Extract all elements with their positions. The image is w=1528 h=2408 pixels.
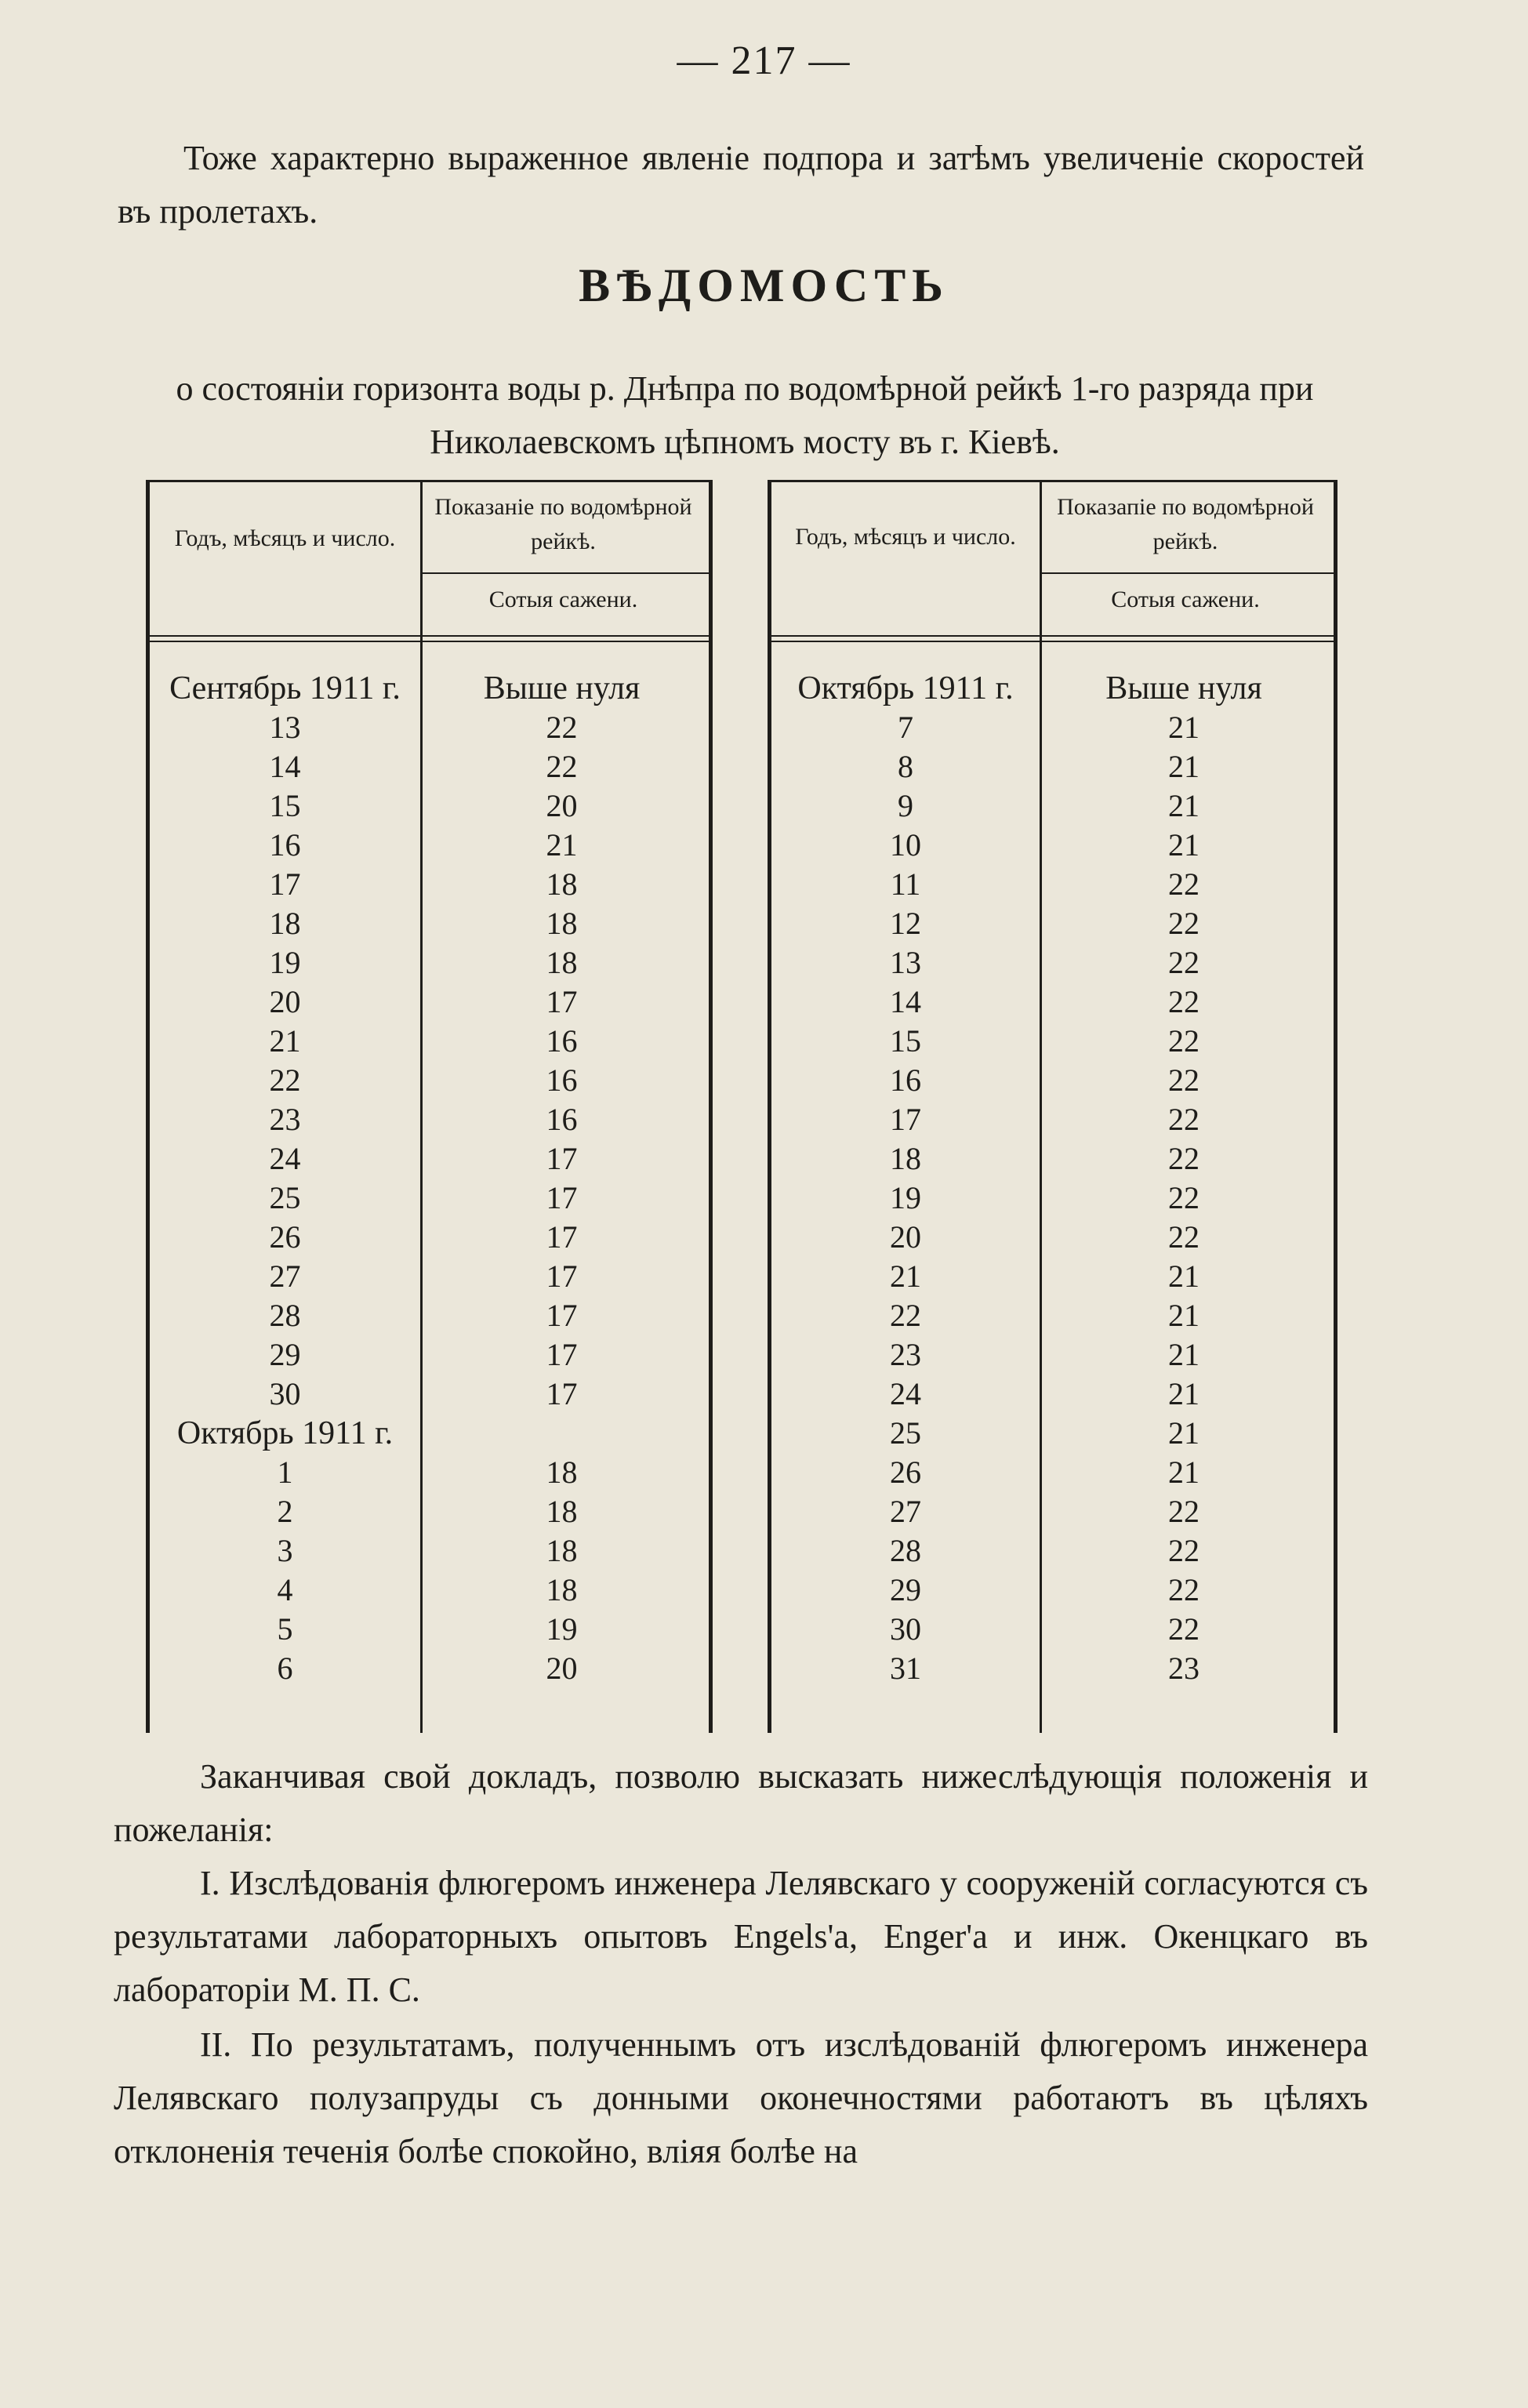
date-cell: 18 [269, 906, 301, 941]
date-cell: 16 [269, 827, 301, 863]
date-cell: 27 [890, 1494, 921, 1529]
page-number: — 217 — [677, 38, 851, 83]
value-cell: 20 [546, 1651, 578, 1686]
value-cell: 16 [546, 1102, 578, 1137]
value-cell: 22 [546, 710, 578, 745]
value-cell [423, 669, 701, 708]
date-cell: 25 [890, 1415, 921, 1451]
date-cell: 29 [269, 1337, 301, 1372]
water-level-table-left [146, 480, 713, 1733]
date-cell: 29 [890, 1572, 921, 1607]
date-cell: 15 [269, 788, 301, 823]
date-cell: 22 [269, 1062, 301, 1098]
value-cell: 21 [1168, 1298, 1200, 1333]
date-cell: Октябрь 1911 г. [176, 1415, 394, 1451]
date-cell: 21 [269, 1023, 301, 1059]
value-cell: 23 [1168, 1651, 1200, 1686]
value-cell: 22 [1168, 1494, 1200, 1529]
date-column-header: Годъ, мѣсяцъ и число. [174, 525, 396, 551]
value-cell: 19 [546, 1611, 578, 1647]
date-cell: 18 [890, 1141, 921, 1176]
value-cell: 21 [1168, 1337, 1200, 1372]
intro-paragraph: Тоже характерно выраженное явленіе подпора и затѣмъ увеличеніе скоростей въ пролетахъ. [118, 139, 1364, 231]
value-cell: 22 [1168, 1572, 1200, 1607]
value-cell: 22 [1168, 1180, 1200, 1215]
date-cell: 17 [890, 1102, 921, 1137]
value-cell: 21 [1168, 1415, 1200, 1451]
water-level-table-right [768, 480, 1337, 1733]
date-cell: 3 [277, 1533, 293, 1568]
date-cell: 27 [269, 1258, 301, 1294]
conclusion-point-2: II. По результатамъ, полученнымъ отъ изслѣдованій флюгеромъ инженера Лелявскаго полузапруды съ донными оконечностями работаютъ въ цѣляхъ отклоненія теченія болѣе спокойно, вліяя болѣе на [114, 2025, 1368, 2170]
date-cell: 10 [890, 827, 921, 863]
date-cell: 16 [890, 1062, 921, 1098]
value-cell: 21 [1168, 1258, 1200, 1294]
date-cell: 24 [269, 1141, 301, 1176]
gauge-column-header: Показаніе по водомѣрной рейкѣ. [434, 494, 692, 554]
value-column [1042, 669, 1326, 1688]
value-cell: 18 [546, 1455, 578, 1490]
date-cell: 31 [890, 1651, 921, 1686]
date-column-header: Годъ, мѣсяцъ и число. [795, 524, 1016, 550]
date-cell: 30 [269, 1376, 301, 1411]
date-cell: 26 [269, 1219, 301, 1255]
value-cell: 17 [546, 1180, 578, 1215]
value-cell: 17 [546, 1337, 578, 1372]
date-cell: 26 [890, 1455, 921, 1490]
date-cell: 5 [277, 1611, 293, 1647]
zero-label: Выше нуля [1105, 670, 1262, 706]
date-cell: Октябрь 1911 г. [797, 670, 1014, 706]
value-cell: 21 [1168, 827, 1200, 863]
document-subtitle: о состояніи горизонта воды р. Днѣпра по водомѣрной рейкѣ 1-го разряда при Николаевскомъ цѣпномъ мосту въ г. Кіевѣ. [176, 369, 1314, 461]
value-cell: 18 [546, 1494, 578, 1529]
value-cell: 22 [546, 749, 578, 784]
date-column [150, 669, 420, 1688]
date-cell: 6 [277, 1651, 293, 1686]
value-cell: 22 [1168, 1219, 1200, 1255]
date-cell: 19 [269, 945, 301, 980]
value-cell: 22 [1168, 1062, 1200, 1098]
value-cell: 22 [1168, 945, 1200, 980]
value-cell: 18 [546, 1572, 578, 1607]
date-cell: 20 [890, 1219, 921, 1255]
units-header: Сотыя сажени. [1111, 587, 1260, 612]
date-cell: 13 [269, 710, 301, 745]
value-cell: 22 [1168, 866, 1200, 902]
date-cell: 23 [269, 1102, 301, 1137]
date-cell: 24 [890, 1376, 921, 1411]
value-cell: 17 [546, 1376, 578, 1411]
date-cell: 7 [898, 710, 913, 745]
date-cell: 25 [269, 1180, 301, 1215]
value-cell: 22 [1168, 1102, 1200, 1137]
date-cell: 13 [890, 945, 921, 980]
value-cell: 18 [546, 945, 578, 980]
zero-label: Выше нуля [483, 670, 641, 706]
date-cell: 19 [890, 1180, 921, 1215]
date-cell: 2 [277, 1494, 293, 1529]
date-cell: 23 [890, 1337, 921, 1372]
value-cell [1042, 669, 1326, 708]
gauge-column-header: Показапіе по водомѣрной рейкѣ. [1057, 494, 1314, 554]
value-cell: 21 [1168, 1376, 1200, 1411]
document-title: ВѢДОМОСТЬ [579, 260, 949, 311]
value-cell: 22 [1168, 906, 1200, 941]
date-cell: 11 [890, 866, 921, 902]
value-cell: 21 [1168, 788, 1200, 823]
date-cell: 21 [890, 1258, 921, 1294]
date-cell: 22 [890, 1298, 921, 1333]
value-cell: 17 [546, 1141, 578, 1176]
value-cell: 20 [546, 788, 578, 823]
date-cell: 1 [277, 1455, 293, 1490]
value-cell: 16 [546, 1023, 578, 1059]
date-cell: 17 [269, 866, 301, 902]
closing-paragraph: Заканчивая свой докладъ, позволю высказать нижеслѣдующія положенія и пожеланія: [114, 1757, 1368, 1849]
date-cell: 14 [269, 749, 301, 784]
value-cell: 21 [1168, 710, 1200, 745]
value-cell: 22 [1168, 1141, 1200, 1176]
date-cell: 28 [269, 1298, 301, 1333]
value-cell: 17 [546, 1219, 578, 1255]
date-cell: 12 [890, 906, 921, 941]
value-cell: 18 [546, 906, 578, 941]
value-cell: 17 [546, 1258, 578, 1294]
date-cell: 28 [890, 1533, 921, 1568]
value-cell [423, 1414, 701, 1453]
date-cell: 30 [890, 1611, 921, 1647]
date-cell: 9 [898, 788, 913, 823]
date-cell: Сентябрь 1911 г. [169, 670, 401, 706]
value-cell: 21 [546, 827, 578, 863]
value-column [423, 669, 701, 1688]
value-cell: 16 [546, 1062, 578, 1098]
value-cell: 21 [1168, 1455, 1200, 1490]
date-cell: 14 [890, 984, 921, 1019]
date-cell: 8 [898, 749, 913, 784]
value-cell: 18 [546, 1533, 578, 1568]
value-cell: 22 [1168, 1611, 1200, 1647]
date-column [771, 669, 1040, 1688]
value-cell: 22 [1168, 1533, 1200, 1568]
value-cell: 22 [1168, 1023, 1200, 1059]
value-cell: 17 [546, 984, 578, 1019]
value-cell: 21 [1168, 749, 1200, 784]
date-cell: 20 [269, 984, 301, 1019]
value-cell: 17 [546, 1298, 578, 1333]
conclusion-point-1: I. Изслѣдованія флюгеромъ инженера Лелявскаго у сооруженій согласуются съ результатами лабораторныхъ опытовъ Engels'a, Enger'a и инж. Окенцкаго въ лабораторіи М. П. С. [114, 1864, 1368, 2009]
date-cell: 15 [890, 1023, 921, 1059]
units-header: Сотыя сажени. [488, 587, 638, 612]
date-cell: 4 [277, 1572, 293, 1607]
value-cell: 18 [546, 866, 578, 902]
value-cell: 22 [1168, 984, 1200, 1019]
